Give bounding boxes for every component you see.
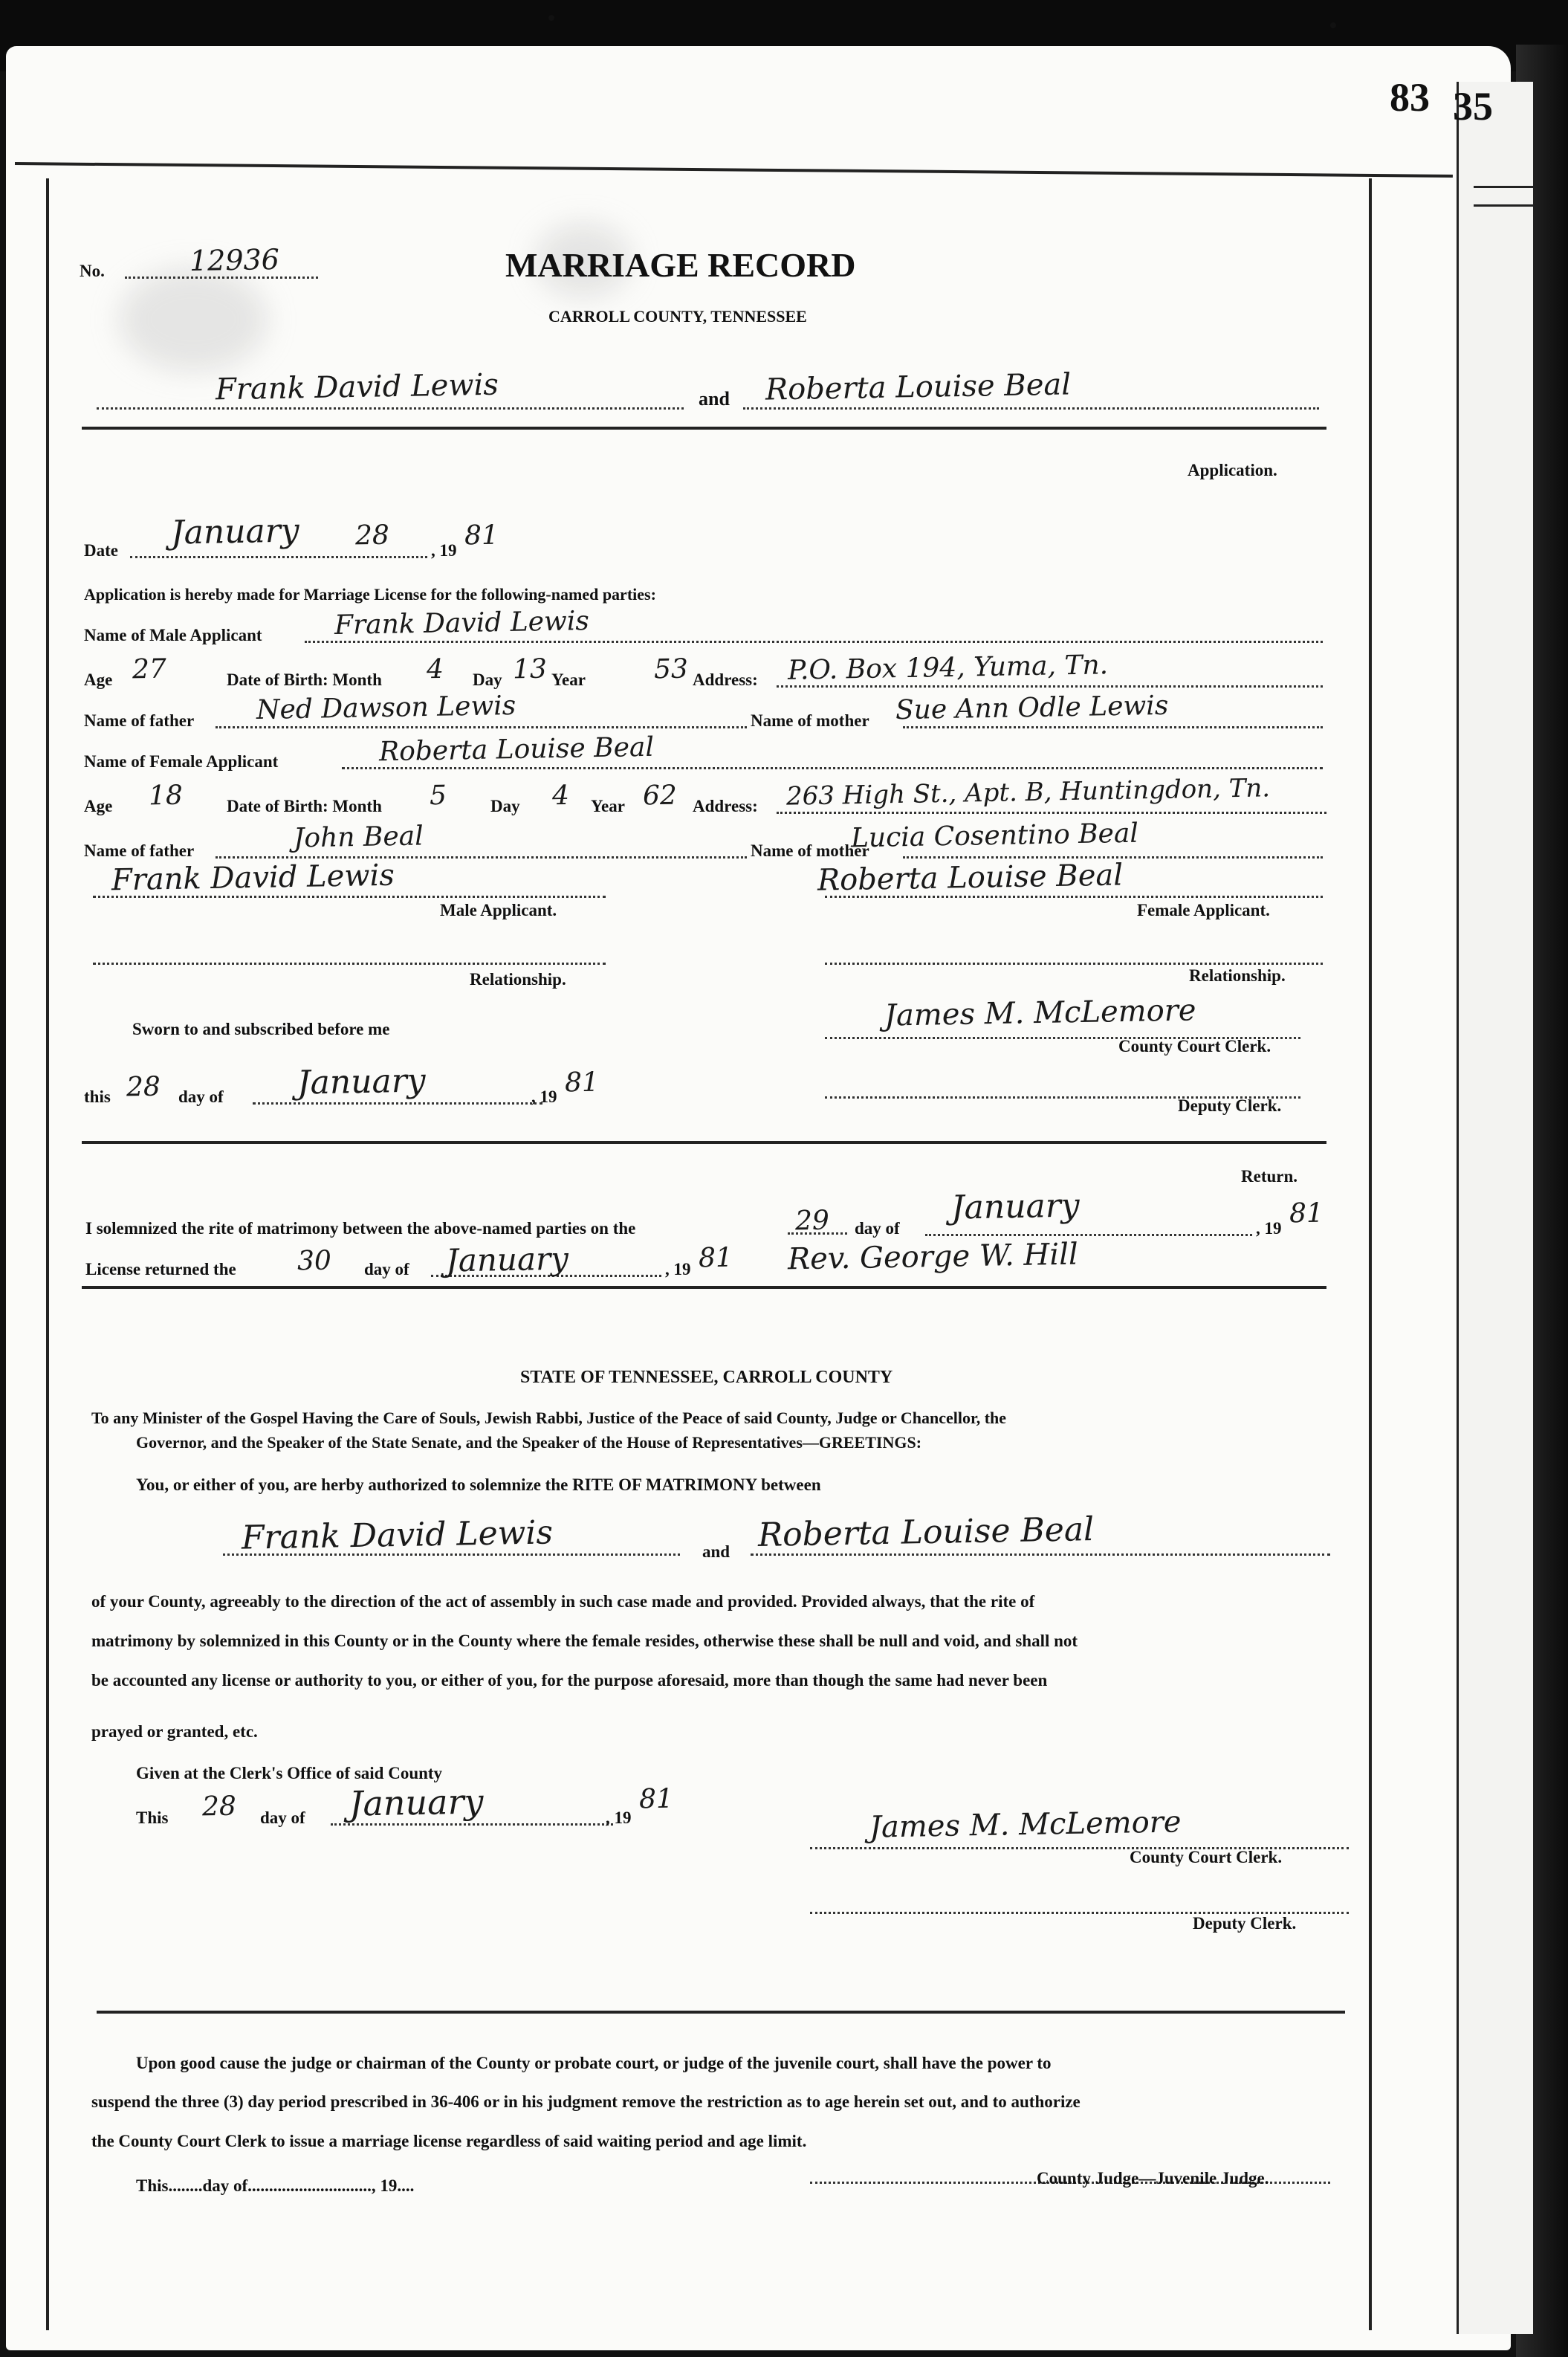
county-clerk-caption: County Court Clerk. (1118, 1037, 1271, 1055)
sworn-text: Sworn to and subscribed before me (132, 1020, 390, 1038)
fill-line (743, 407, 1319, 410)
license-and-label: and (702, 1542, 730, 1561)
license-body-2: matrimony by solemnized in this County or in the County where the female resides, otherwise these shall be null and void, and shall not (91, 1632, 1078, 1650)
sworn-year-prefix: , 19 (531, 1087, 557, 1106)
returned-year-prefix: , 19 (665, 1260, 691, 1278)
solemnized-day-of-label: day of (855, 1219, 900, 1238)
female-dob-month-label: Date of Birth: Month (227, 797, 382, 815)
fill-line (777, 812, 1326, 814)
application-intro: Application is hereby made for Marriage License for the following-named parties: (84, 585, 656, 604)
license-heading: STATE OF TENNESSEE, CARROLL COUNTY (520, 1368, 893, 1387)
county-clerk-signature: James M. McLemore (884, 993, 1196, 1033)
dob-day-label: Day (473, 670, 502, 689)
section-rule (97, 2011, 1345, 2014)
solemnized-day: 29 (794, 1205, 830, 1237)
license-clerk-signature: James M. McLemore (869, 1805, 1182, 1845)
record-no-label: No. (80, 262, 105, 280)
given-this-label: This (136, 1808, 169, 1827)
sworn-year: 81 (564, 1067, 600, 1099)
section-rule (82, 1286, 1326, 1289)
female-dob-year: 62 (642, 780, 678, 812)
returned-month: January (445, 1240, 569, 1279)
female-father-label: Name of father (84, 841, 195, 860)
fill-line (331, 1823, 613, 1826)
female-father-name: John Beal (293, 821, 424, 854)
waiver-text-2: suspend the three (3) day period prescribed in 36-406 or in his judgment remove the restriction as to age herein set out, and to authorize (91, 2092, 1081, 2111)
female-applicant-name: Roberta Louise Beal (378, 731, 655, 768)
year-prefix: , 19 (431, 541, 457, 560)
male-address: P.O. Box 194, Yuma, Tn. (787, 650, 1109, 686)
male-dob-day: 13 (512, 653, 548, 685)
license-groom-name: Frank David Lewis (241, 1513, 554, 1557)
sworn-day: 28 (126, 1071, 161, 1103)
returned-label: License returned the (85, 1260, 236, 1278)
address-label: Address: (693, 670, 758, 689)
dob-month-label: Date of Birth: Month (227, 670, 382, 689)
male-age: 27 (132, 653, 167, 685)
male-relationship-label: Relationship. (470, 970, 566, 989)
license-deputy-caption: Deputy Clerk. (1193, 1914, 1297, 1933)
license-body-3: be accounted any license or authority to you, or either of you, for the purpose aforesaid, more than though the same had never been (91, 1671, 1048, 1690)
fill-line (825, 963, 1323, 965)
date-label: Date (84, 541, 118, 560)
given-month: January (349, 1781, 484, 1824)
and-label: and (699, 388, 730, 410)
waiver-text-1: Upon good cause the judge or chairman of the County or probate court, or judge of the juvenile court, shall have the power to (136, 2054, 1052, 2072)
waiver-date-line: This........day of............................., 19.... (136, 2176, 415, 2195)
female-mother-name: Lucia Cosentino Beal (850, 818, 1139, 854)
deputy-clerk-caption: Deputy Clerk. (1178, 1096, 1282, 1115)
record-number: 12936 (189, 242, 280, 278)
sworn-this-label: this (84, 1087, 111, 1106)
fill-line (925, 1234, 1252, 1236)
returned-day-of-label: day of (364, 1260, 409, 1278)
return-heading: Return. (1241, 1167, 1298, 1186)
underlying-page (1457, 82, 1533, 2334)
female-dob-month: 5 (429, 780, 447, 812)
fill-line (130, 556, 427, 558)
male-age-label: Age (84, 670, 113, 689)
solemnized-month: January (950, 1186, 1081, 1227)
license-county-clerk-caption: County Court Clerk. (1130, 1848, 1283, 1866)
fill-line (216, 726, 747, 728)
fill-line (216, 856, 747, 859)
given-year: 81 (638, 1783, 674, 1815)
female-applicant-caption: Female Applicant. (1137, 901, 1270, 919)
given-day: 28 (201, 1791, 237, 1823)
returned-day: 30 (297, 1245, 332, 1277)
scan-speck (1330, 22, 1336, 28)
female-dob-day-label: Day (490, 797, 520, 815)
male-dob-year: 53 (653, 653, 689, 685)
female-relationship-label: Relationship. (1189, 966, 1286, 985)
stain (119, 268, 268, 372)
male-applicant-name: Frank David Lewis (334, 606, 590, 641)
fill-line (777, 685, 1323, 688)
fill-line (125, 277, 318, 279)
fill-line (342, 767, 1323, 769)
page-number: 83 (1390, 75, 1430, 120)
given-year-prefix: , 19 (606, 1808, 632, 1827)
application-year: 81 (464, 520, 499, 552)
solemnized-year-prefix: , 19 (1256, 1219, 1282, 1238)
sworn-month: January (297, 1061, 427, 1102)
male-father-name: Ned Dawson Lewis (256, 690, 516, 726)
male-mother-name: Sue Ann Odle Lewis (895, 690, 1169, 726)
fill-line (305, 641, 1323, 643)
fill-line (93, 963, 606, 965)
female-dob-day: 4 (551, 780, 570, 812)
male-applicant-signature: Frank David Lewis (111, 858, 395, 898)
dob-year-label: Year (551, 670, 586, 689)
fill-line (97, 407, 684, 410)
license-bride-name: Roberta Louise Beal (757, 1510, 1095, 1554)
male-applicant-label: Name of Male Applicant (84, 626, 262, 644)
judge-caption: County Judge—Juvenile Judge. (1037, 2169, 1269, 2188)
groom-name: Frank David Lewis (215, 367, 499, 407)
scan-speck (548, 15, 554, 21)
waiver-text-3: the County Court Clerk to issue a marriage license regardless of said waiting period and age limit. (91, 2132, 807, 2150)
fill-line (253, 1102, 542, 1105)
sworn-day-of-label: day of (178, 1087, 224, 1106)
fill-line (903, 726, 1323, 728)
fill-line (751, 1553, 1330, 1556)
authorize-text: You, or either of you, are herby authorized to solemnize the RITE OF MATRIMONY between (136, 1475, 821, 1494)
given-day-of-label: day of (260, 1808, 305, 1827)
solemnized-year: 81 (1289, 1197, 1324, 1229)
officiant-signature: Rev. George W. Hill (787, 1237, 1079, 1277)
male-father-label: Name of father (84, 711, 195, 730)
form-title: MARRIAGE RECORD (505, 246, 856, 284)
male-dob-month: 4 (426, 653, 444, 685)
male-mother-label: Name of mother (751, 711, 869, 730)
bride-name: Roberta Louise Beal (765, 367, 1072, 407)
female-mother-label: Name of mother (751, 841, 869, 860)
female-address-label: Address: (693, 797, 758, 815)
female-address: 263 High St., Apt. B, Huntingdon, Tn. (785, 773, 1271, 812)
male-applicant-caption: Male Applicant. (440, 901, 557, 919)
greeting-line-2: Governor, and the Speaker of the State Senate, and the Speaker of the House of Representatives—GREETINGS: (136, 1433, 922, 1452)
section-rule (82, 1141, 1326, 1144)
license-body-1: of your County, agreeably to the direction of the act of assembly in such case made and provided. Provided always, that the rite of (91, 1592, 1035, 1611)
application-day: 28 (354, 520, 390, 552)
female-applicant-signature: Roberta Louise Beal (817, 858, 1124, 898)
county-subtitle: CARROLL COUNTY, TENNESSEE (548, 307, 807, 326)
returned-year: 81 (698, 1242, 733, 1274)
license-body-4: prayed or granted, etc. (91, 1722, 258, 1741)
given-text: Given at the Clerk's Office of said County (136, 1764, 443, 1782)
back-page-number: 35 (1453, 84, 1493, 129)
solemnized-text: I solemnized the rite of matrimony between the above-named parties on the (85, 1219, 636, 1238)
application-month: January (170, 511, 300, 552)
header-rule (82, 427, 1326, 430)
female-applicant-label: Name of Female Applicant (84, 752, 279, 771)
female-dob-year-label: Year (591, 797, 625, 815)
female-age: 18 (148, 780, 184, 812)
female-age-label: Age (84, 797, 113, 815)
application-heading: Application. (1188, 461, 1277, 479)
greeting-line-1: To any Minister of the Gospel Having the Care of Souls, Jewish Rabbi, Justice of the Peace of said County, Judge or Chancellor, the (91, 1409, 1007, 1427)
